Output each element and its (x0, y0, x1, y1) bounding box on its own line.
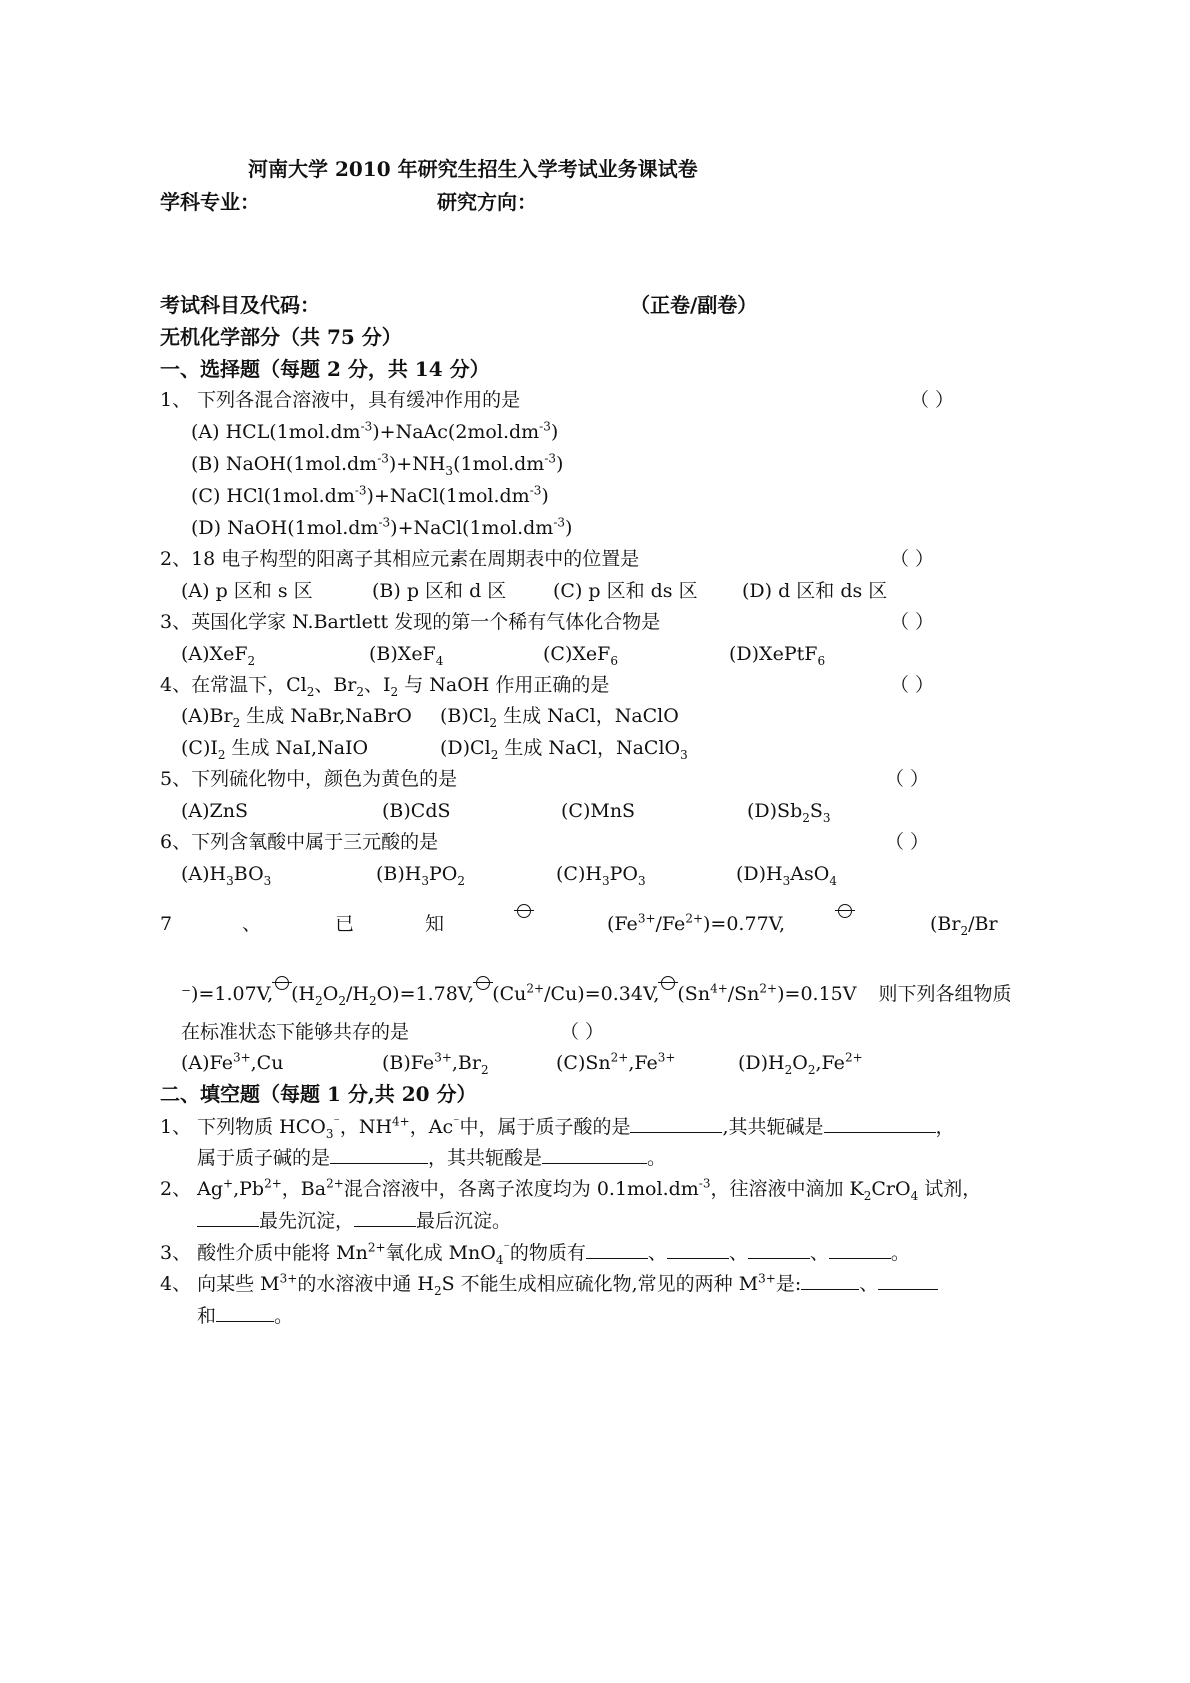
section2-heading: 二、填空题（每题 1 分,共 20 分） (160, 1082, 477, 1106)
section1-heading: 一、选择题（每题 2 分，共 14 分） (160, 357, 490, 381)
q6-option-a: $(A)H_3BO_3$ (181, 863, 272, 888)
answer-blank[interactable] (630, 1114, 722, 1133)
q3-option-b: (B)XeF$_4$ (369, 643, 444, 668)
q1-option-a: (A) $HCL(1mol.dm^{-3})+NaAc(2mol.dm^{-3})$ (191, 419, 559, 443)
part-title: 无机化学部分（共 75 分） (160, 325, 402, 349)
fill-q2-line2: 最先沉淀， 最后沉淀。 (197, 1208, 511, 1233)
answer-blank[interactable] (829, 1240, 891, 1259)
q3-answer-paren: （ ） (890, 611, 935, 633)
q7-answer-paren: （ ） (560, 1021, 605, 1043)
q4-option-b: $(B)Cl_2$ 生成 NaCl，NaClO (440, 705, 679, 730)
fill-q4-line1: 4、 向某些 $M^{3+}$的水溶液中通 $H_2S$ 不能生成相应硫化物,常见的两种 $M^{3+}$是: 、 (160, 1271, 938, 1296)
q6-option-d: $(D)H_3AsO_4$ (736, 863, 837, 888)
q3-option-c: (C)XeF$_6$ (543, 643, 618, 668)
q7-fe-potential: $(Fe^{3+}/Fe^{2+})=0.77V$, (607, 911, 786, 935)
q7-option-a: $(A)Fe^{3+},Cu$ (181, 1050, 284, 1074)
exam-title: 河南大学 2010 年研究生招生入学考试业务课试卷 (248, 157, 698, 181)
q4-option-c: $(C)I_2$ 生成 NaI,NaIO (181, 737, 369, 762)
q2-option-c: (C) p 区和 ds 区 (553, 580, 698, 602)
q7-option-d: $(D)H_2O_2,Fe^{2+}$ (738, 1050, 863, 1077)
q6-option-c: $(C)H_3PO_3$ (556, 863, 646, 888)
q3-stem: 3、英国化学家 N.Bartlett 发现的第一个稀有气体化合物是 (160, 611, 661, 633)
answer-blank[interactable] (197, 1208, 259, 1227)
q5-option-c: (C)MnS (561, 800, 636, 822)
q7-word-yi: 已 (335, 913, 355, 935)
q4-option-a: $(A)Br_2$ 生成 NaBr,NaBrO (181, 705, 412, 730)
q1-option-b: (B) $NaOH(1mol.dm^{-3})+NH_3(1mol.dm^{-3})$ (191, 451, 564, 478)
q5-stem: 5、下列硫化物中，颜色为黄色的是 (160, 768, 458, 790)
q7-word-zhi: 知 (425, 913, 445, 935)
q4-stem: 4、在常温下，$Cl_2$、$Br_2$、$I_2$ 与 NaOH 作用正确的是 (160, 674, 610, 699)
major-label: 学科专业： (160, 190, 260, 214)
q6-answer-paren: （ ） (885, 831, 930, 853)
subject-label: 考试科目及代码： (160, 293, 320, 317)
standard-potential-icon (517, 904, 531, 918)
q7-word-comma: 、 (242, 913, 262, 935)
standard-potential-icon (661, 976, 675, 990)
fill-q4-line2: 和 。 (197, 1305, 294, 1327)
standard-potential-icon (476, 976, 490, 990)
q1-stem: 1、 下列各混合溶液中，具有缓冲作用的是 (160, 389, 521, 411)
q7-option-b: $(B)Fe^{3+},Br_2$ (382, 1050, 489, 1077)
answer-blank[interactable] (801, 1271, 859, 1290)
q7-word-7: 7 (160, 913, 173, 935)
fill-q3: 3、 酸性介质中能将 $Mn^{2+}$氧化成 MnO$_4$⁻的物质有 、 、 、 。 (160, 1240, 910, 1267)
answer-blank[interactable] (542, 1145, 647, 1164)
q7-br-potential: ($Br_2/Br$ (930, 913, 998, 938)
q4-answer-paren: （ ） (890, 674, 935, 696)
direction-label: 研究方向： (437, 190, 537, 214)
q5-option-a: (A)ZnS (181, 800, 249, 822)
q4-option-d: $(D)Cl_2$ 生成 NaCl，NaClO$_3$ (440, 737, 688, 762)
q7-stem-end: 在标准状态下能够共存的是 (181, 1021, 410, 1043)
q1-option-d: (D) $NaOH(1mol.dm^{-3})+NaCl(1mol.dm^{-3})$ (191, 515, 573, 539)
q1-answer-paren: （ ） (910, 389, 955, 411)
answer-blank[interactable] (216, 1303, 274, 1322)
q3-option-d: (D)XePtF$_6$ (729, 643, 826, 668)
q5-option-b: (B)CdS (382, 800, 451, 822)
fill-q2-line1: 2、 $Ag^+,Pb^{2+}$，$Ba^{2+}$混合溶液中，各离子浓度均为 $0.1mol.dm^{-3}$，往溶液中滴加 $K_2CrO_4$ 试剂， (160, 1176, 982, 1203)
q5-answer-paren: （ ） (885, 768, 930, 790)
q2-option-d: (D) d 区和 ds 区 (742, 580, 888, 602)
fill-q1-line2: 属于质子碱的是 ，其共轭酸是 。 (197, 1147, 667, 1169)
q2-option-a: (A) p 区和 s 区 (181, 580, 313, 602)
answer-blank[interactable] (878, 1271, 938, 1290)
standard-potential-icon (838, 904, 852, 918)
answer-blank[interactable] (748, 1240, 810, 1259)
answer-blank[interactable] (586, 1240, 648, 1259)
q6-stem: 6、下列含氧酸中属于三元酸的是 (160, 831, 439, 853)
q2-option-b: (B) p 区和 d 区 (372, 580, 507, 602)
answer-blank[interactable] (667, 1240, 729, 1259)
q5-option-d: $(D)Sb_2S_3$ (747, 800, 831, 825)
answer-blank[interactable] (824, 1114, 936, 1133)
q2-answer-paren: （ ） (890, 548, 935, 570)
q6-option-b: $(B)H_3PO_2$ (376, 863, 466, 888)
q1-option-c: (C) $HCl(1mol.dm^{-3})+NaCl(1mol.dm^{-3})$ (191, 483, 549, 507)
q3-option-a: (A)XeF$_2$ (181, 643, 256, 668)
paper-type: （正卷/副卷） (630, 293, 758, 317)
fill-q1-line1: 1、 下列物质 $HCO_3^{^-}$，$NH^{4+}$，Ac⁻中，属于质子酸的是 ,其共轭碱是 ， (160, 1114, 955, 1141)
standard-potential-icon (275, 976, 289, 990)
q2-stem: 2、18 电子构型的阳离子其相应元素在周期表中的位置是 (160, 548, 640, 570)
answer-blank[interactable] (330, 1145, 428, 1164)
answer-blank[interactable] (354, 1208, 416, 1227)
q7-potentials-line: ⁻)=1.07V, $(H_2O_2/H_2O)=1.78V$, $(Cu^{2+}/Cu)=0.34V$, $(Sn^{4+}/Sn^{2+})=0.15V$ 则下列各组物质 (181, 976, 1012, 1006)
q7-option-c: $(C)Sn^{2+},Fe^{3+}$ (556, 1050, 676, 1074)
